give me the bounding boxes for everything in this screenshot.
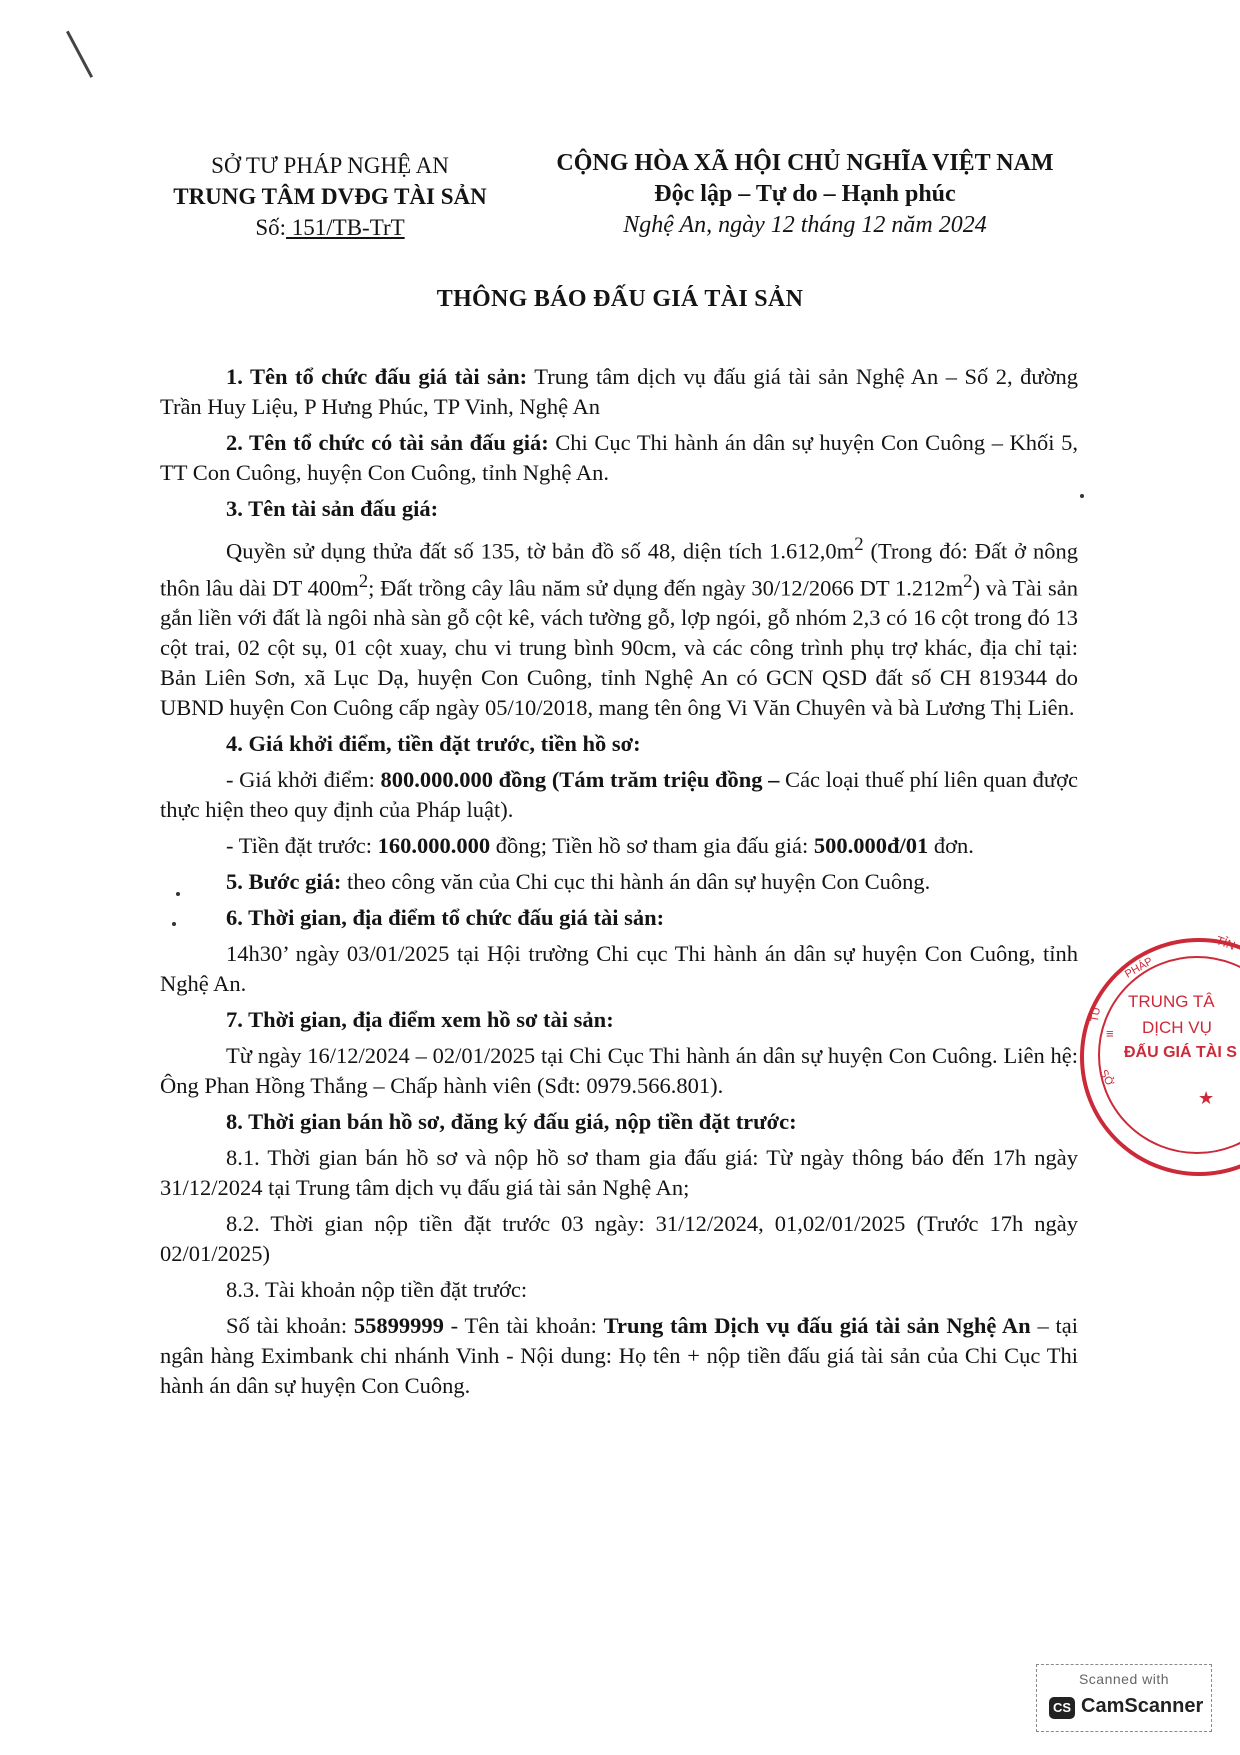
- stamp-line-1: TRUNG TÂ: [1128, 992, 1215, 1011]
- document-number: [150, 212, 510, 243]
- national-motto: Độc lập – Tự do – Hạnh phúc: [654, 181, 956, 207]
- stamp-star-icon: ★: [1198, 1088, 1215, 1108]
- fee-label: đồng; Tiền hồ sơ tham gia đấu giá:: [490, 833, 814, 858]
- section-7-heading: [160, 1005, 1078, 1035]
- section-4-heading: [160, 729, 1078, 759]
- org-line-2: TRUNG TÂM DVĐG TÀI SẢN: [173, 184, 487, 209]
- stamp-line-3: ĐẤU GIÁ TÀI S: [1124, 1044, 1237, 1061]
- country-name: CỘNG HÒA XÃ HỘI CHỦ NGHĨA VIỆT NAM: [556, 150, 1054, 176]
- scan-speck: [1080, 494, 1084, 498]
- official-stamp: [1080, 933, 1240, 1176]
- section-7-label: 7. Thời gian, địa điểm xem hồ sơ tài sản:: [226, 1007, 614, 1032]
- section-6-heading: [160, 903, 1078, 933]
- section-8-3: 8.3. Tài khoản nộp tiền đặt trước:: [226, 1277, 528, 1302]
- header-right: [535, 148, 1075, 241]
- account-number-label: Số tài khoản:: [226, 1313, 354, 1338]
- deposit-label: - Tiền đặt trước:: [226, 833, 378, 858]
- deposit-value: 160.000.000: [377, 833, 491, 858]
- stamp-mark: ≡: [1106, 1026, 1114, 1041]
- fee-unit: đơn.: [928, 833, 974, 858]
- section-3-label: 3. Tên tài sản đấu giá:: [226, 496, 439, 521]
- asset-text-4: ) và Tài sản gắn liền với đất là ngôi nhà sàn gỗ cột kê, vách tường gỗ, lợp ngói, gỗ nhóm 2,3 có 16 cột trong đó 13 cột trai, 02 cột sụ, 01 cột xuay, chu vi trung bình 90cm, và các công trình phụ trợ khác, địa chỉ tại: Bản Liên Sơn, xã Lục Dạ, huyện Con Cuông, tỉnh Nghệ An có GCN QSD đất số CH 819344 do UBND huyện Con Cuông cấp ngày 05/10/2018, mang tên ông Vi Văn Chuyên và bà Lương Thị Liên.: [160, 575, 1078, 720]
- stamp-arc-text: TƯ: [1088, 1005, 1104, 1023]
- section-7-text: Từ ngày 16/12/2024 – 02/01/2025 tại Chi Cục Thi hành án dân sự huyện Con Cuông. Liên hệ: Ông Phan Hồng Thắng – Chấp hành viên (Sđt: 0979.566.801).: [160, 1043, 1078, 1098]
- bank-account: [160, 1311, 1078, 1401]
- section-8-label: 8. Thời gian bán hồ sơ, đăng ký đấu giá, nộp tiền đặt trước:: [226, 1109, 797, 1134]
- starting-price: [160, 765, 1078, 825]
- section-1: [160, 362, 1078, 422]
- section-2: [160, 428, 1078, 488]
- number-prefix: Số:: [255, 215, 287, 240]
- section-5-label: 5. Bước giá:: [226, 869, 342, 894]
- superscript: 2: [963, 570, 973, 592]
- account-details: – tại ngân hàng Eximbank chi nhánh Vinh - Nội dung: Họ tên + nộp tiền đấu giá tài sản của Chi Cục Thi hành án dân sự huyện Con Cuông.: [160, 1313, 1078, 1398]
- section-8-1: 8.1. Thời gian bán hồ sơ và nộp hồ sơ tham gia đấu giá: Từ ngày thông báo đến 17h ngày 31/12/2024 tại Trung tâm dịch vụ đấu giá tài sản Nghệ An;: [160, 1145, 1078, 1200]
- starting-price-note: Các loại thuế phí liên quan được thực hiện theo quy định của Pháp luật).: [160, 767, 1078, 822]
- stamp-arc-text: TỈN: [1214, 933, 1238, 953]
- section-8-heading: [160, 1107, 1078, 1137]
- asset-text-2: (Trong đó: Đất ở nông thôn lâu dài DT 400m: [160, 538, 1079, 600]
- section-1-text: Trung tâm dịch vụ đấu giá tài sản Nghệ An – Số 2, đường Trần Huy Liệu, P Hưng Phúc, TP Vinh, Nghệ An: [160, 364, 1078, 419]
- document-title: THÔNG BÁO ĐẤU GIÁ TÀI SẢN: [436, 286, 804, 312]
- fee-value: 500.000đ/01: [813, 833, 929, 858]
- issue-date: Nghệ An, ngày 12 tháng 12 năm 2024: [623, 212, 987, 238]
- section-5-text: theo công văn của Chi cục thi hành án dân sự huyện Con Cuông.: [341, 869, 931, 894]
- starting-price-value: 800.000.000 đồng (Tám trăm triệu đồng –: [380, 767, 780, 792]
- scan-speck: [176, 892, 180, 896]
- account-name-label: - Tên tài khoản:: [443, 1313, 604, 1338]
- superscript: 2: [358, 570, 369, 592]
- section-8-2: 8.2. Thời gian nộp tiền đặt trước 03 ngày: 31/12/2024, 01,02/01/2025 (Trước 17h ngày 02/01/2025): [160, 1211, 1078, 1266]
- camscanner-logo-icon: CS: [1049, 1697, 1075, 1719]
- account-number: 55899999: [353, 1313, 444, 1338]
- superscript: 2: [854, 534, 864, 555]
- section-2-text: Chi Cục Thi hành án dân sự huyện Con Cuông – Khối 5, TT Con Cuông, huyện Con Cuông, tỉnh Nghệ An.: [160, 430, 1078, 485]
- deposit-and-fee: [160, 831, 1078, 861]
- watermark-caption: Scanned with: [1078, 1671, 1170, 1687]
- section-3-heading: [160, 494, 1078, 524]
- section-6-label: 6. Thời gian, địa điểm tổ chức đấu giá tài sản:: [226, 905, 665, 930]
- camscanner-watermark: [1036, 1664, 1212, 1732]
- watermark-brand: CamScanner: [1081, 1695, 1204, 1717]
- scan-speck: [172, 922, 176, 926]
- section-4-label: 4. Giá khởi điểm, tiền đặt trước, tiền hồ sơ:: [226, 731, 641, 756]
- stamp-arc-text: PHÁP: [1123, 955, 1155, 981]
- stamp-line-2: DỊCH VỤ: [1142, 1018, 1212, 1037]
- stamp-arc-text: SỞ: [1096, 1067, 1116, 1089]
- section-6-text: 14h30’ ngày 03/01/2025 tại Hội trường Chi cục Thi hành án dân sự huyện Con Cuông, tỉnh Nghệ An.: [160, 941, 1078, 996]
- document-body: [160, 362, 1078, 1407]
- section-1-label: 1. Tên tổ chức đấu giá tài sản:: [226, 364, 528, 389]
- org-line-1: SỞ TƯ PHÁP NGHỆ AN: [211, 153, 449, 178]
- section-5: [160, 867, 1078, 897]
- asset-text-1: Quyền sử dụng thửa đất số 135, tờ bản đồ số 48, diện tích 1.612,0m: [226, 538, 855, 564]
- asset-text-3: ; Đất trồng cây lâu năm sử dụng đến ngày 30/12/2066 DT 1.212m: [368, 575, 964, 600]
- starting-price-label: - Giá khởi điểm:: [226, 767, 381, 792]
- account-name: Trung tâm Dịch vụ đấu giá tài sản Nghệ An: [603, 1313, 1031, 1338]
- section-2-label: 2. Tên tổ chức có tài sản đấu giá:: [226, 430, 549, 455]
- section-3-text: [160, 530, 1078, 723]
- header-left: [150, 150, 510, 243]
- pen-mark: [66, 31, 93, 78]
- number-value: 151/TB-TrT: [286, 215, 405, 240]
